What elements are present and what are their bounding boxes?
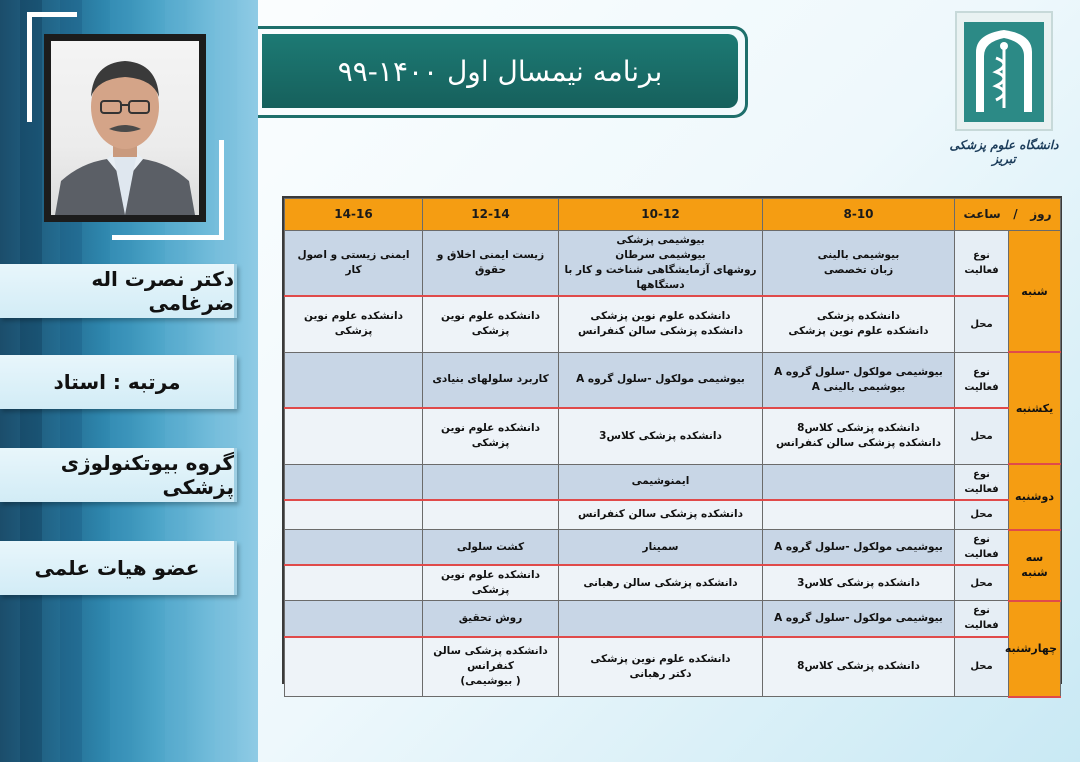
activity-type-label: نوع فعالیت: [955, 464, 1009, 500]
profile-rank: [0, 355, 237, 409]
activity-cell: کشت سلولی: [423, 530, 559, 566]
location-cell: [763, 500, 955, 530]
location-cell: دانشکده پزشکی کلاس3: [559, 408, 763, 464]
location-cell: [285, 500, 423, 530]
profile-name: [0, 264, 237, 318]
location-cell: [423, 500, 559, 530]
day-label: یکشنبه: [1009, 352, 1061, 464]
activity-cell: ایمنی زیستی و اصول کار: [285, 231, 423, 297]
table-row: [285, 352, 1061, 408]
location-cell: [285, 637, 423, 697]
activity-type-label: نوع فعالیت: [955, 601, 1009, 637]
profile-rank-text: مرتبه : استاد: [53, 370, 181, 394]
day-label: شنبه: [1009, 231, 1061, 353]
location-cell: دانشکده پزشکی سالن کنفرانس ( بیوشیمی): [423, 637, 559, 697]
profile-role-text: عضو هیات علمی: [34, 556, 200, 580]
activity-type-label: نوع فعالیت: [955, 231, 1009, 297]
table-row: [285, 601, 1061, 637]
activity-cell: بیوشیمی مولکول -سلول گروه A: [763, 601, 955, 637]
profile-role: [0, 541, 237, 595]
table-row: [285, 231, 1061, 297]
time-slot-header: 8-10: [763, 199, 955, 231]
activity-cell: [285, 464, 423, 500]
table-row: [285, 530, 1061, 566]
day-label: سه شنبه: [1009, 530, 1061, 601]
profile-photo: [44, 34, 206, 222]
profile-name-text: دکتر نصرت اله ضرغامی: [91, 267, 234, 315]
time-slot-header: 14-16: [285, 199, 423, 231]
activity-cell: [285, 530, 423, 566]
location-cell: دانشکده پزشکی سالن رهبانی: [559, 565, 763, 601]
activity-cell: ایمنوشیمی: [559, 464, 763, 500]
portrait-image: [51, 41, 199, 215]
location-cell: دانشکده علوم نوین پزشکی: [285, 296, 423, 352]
activity-cell: [559, 601, 763, 637]
activity-cell: روش تحقیق: [423, 601, 559, 637]
table-row: [285, 637, 1061, 697]
location-cell: دانشکده علوم نوین پزشکی: [423, 408, 559, 464]
activity-cell: [285, 601, 423, 637]
table-row: [285, 464, 1061, 500]
activity-cell: [285, 352, 423, 408]
location-cell: [285, 565, 423, 601]
activity-cell: زیست ایمنی اخلاق و حقوق: [423, 231, 559, 297]
location-cell: دانشکده علوم نوین پزشکی دانشکده پزشکی سالن کنفرانس: [559, 296, 763, 352]
location-cell: دانشکده پزشکی سالن کنفرانس: [559, 500, 763, 530]
university-logo-icon: [948, 8, 1060, 138]
table-row: [285, 500, 1061, 530]
location-type-label: محل: [955, 637, 1009, 697]
table-row: [285, 565, 1061, 601]
activity-cell: کاربرد سلولهای بنیادی: [423, 352, 559, 408]
activity-cell: بیوشیمی پزشکی بیوشیمی سرطان روشهای آزمایشگاهی شناخت و کار با دستگاهها: [559, 231, 763, 297]
location-cell: دانشکده پزشکی کلاس8: [763, 637, 955, 697]
university-name: دانشگاه علوم پزشکی تبریز: [949, 138, 1059, 166]
time-slot-header: 10-12: [559, 199, 763, 231]
activity-type-label: نوع فعالیت: [955, 352, 1009, 408]
location-type-label: محل: [955, 296, 1009, 352]
schedule-table: [282, 196, 1062, 688]
corner-time: ساعت: [963, 207, 1001, 221]
activity-cell: [763, 464, 955, 500]
table-row: [285, 296, 1061, 352]
activity-cell: سمینار: [559, 530, 763, 566]
location-type-label: محل: [955, 565, 1009, 601]
location-cell: دانشکده پزشکی کلاس3: [763, 565, 955, 601]
activity-cell: بیوشیمی مولکول -سلول گروه A: [763, 530, 955, 566]
table-corner-header: [955, 199, 1061, 231]
day-label: چهارشنبه: [1009, 601, 1061, 697]
location-cell: [285, 408, 423, 464]
location-type-label: محل: [955, 408, 1009, 464]
activity-cell: بیوشیمی بالینی زبان تخصصی: [763, 231, 955, 297]
activity-cell: [423, 464, 559, 500]
profile-group: [0, 448, 237, 502]
page-title-text: برنامه نیمسال اول ۱۴۰۰-۹۹: [337, 54, 663, 88]
table-header-row: [285, 199, 1061, 231]
location-cell: دانشکده علوم نوین پزشکی دکتر رهبانی: [559, 637, 763, 697]
activity-cell: بیوشیمی مولکول -سلول گروه A بیوشیمی بالینی A: [763, 352, 955, 408]
location-type-label: محل: [955, 500, 1009, 530]
activity-cell: بیوشیمی مولکول -سلول گروه A: [559, 352, 763, 408]
location-cell: دانشکده علوم نوین پزشکی: [423, 565, 559, 601]
profile-group-text: گروه بیوتکنولوژی پزشکی: [60, 451, 234, 499]
page-title: [262, 34, 738, 108]
corner-separator: /: [1013, 207, 1018, 221]
table-row: [285, 408, 1061, 464]
location-cell: دانشکده علوم نوین پزشکی: [423, 296, 559, 352]
corner-day: روز: [1030, 207, 1052, 221]
time-slot-header: 12-14: [423, 199, 559, 231]
activity-type-label: نوع فعالیت: [955, 530, 1009, 566]
location-cell: دانشکده پزشکی دانشکده علوم نوین پزشکی: [763, 296, 955, 352]
location-cell: دانشکده پزشکی کلاس8 دانشکده پزشکی سالن کنفرانس: [763, 408, 955, 464]
day-label: دوشنبه: [1009, 464, 1061, 530]
